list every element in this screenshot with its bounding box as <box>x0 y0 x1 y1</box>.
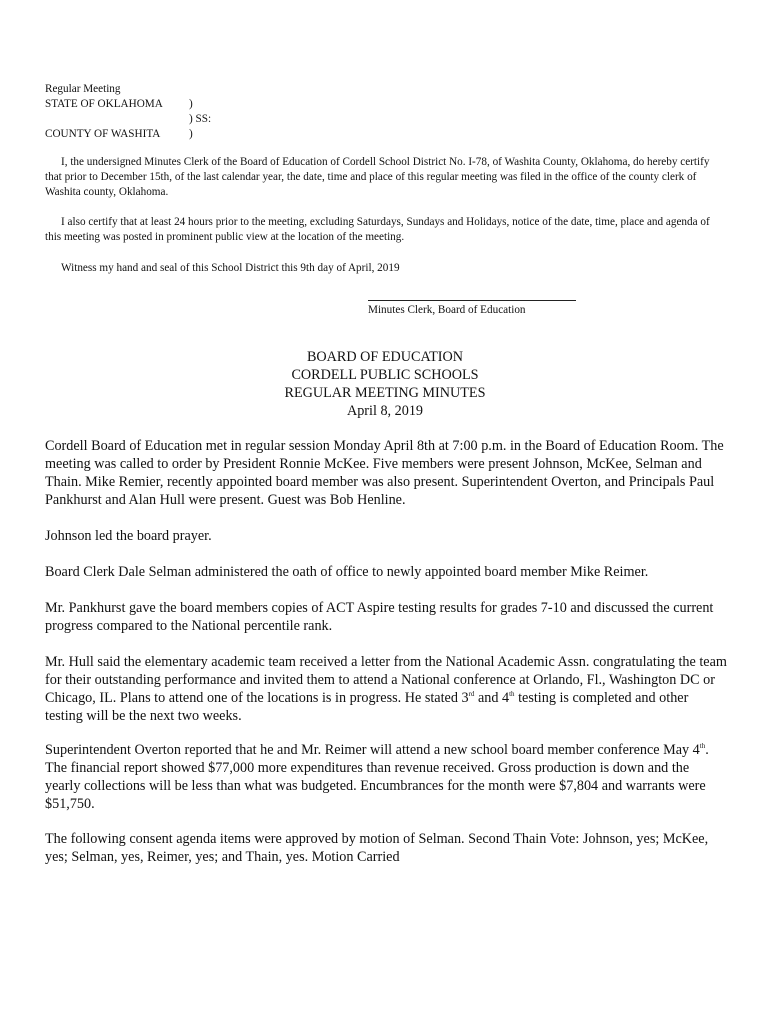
signature-block <box>368 290 576 318</box>
p6-text-a: Superintendent Overton reported that he and Mr. Reimer will attend a new school board member conference May 4 <box>45 742 700 758</box>
p5-sup-rd: rd <box>468 690 475 698</box>
superintendent-paragraph <box>45 741 727 813</box>
county-label: COUNTY OF WASHITA <box>45 128 161 140</box>
p5-text-c: testing is completed and other testing will be the next two weeks. <box>45 690 689 724</box>
p6-sup-th: th <box>699 742 706 750</box>
p5-sup-th: th <box>509 690 515 698</box>
p5-text-a: Mr. Hull said the elementary academic team received a letter from the National Academic Assn. congratulating the team for their outstanding performance and invited them to attend a National conference at Orlando, Fl., Washington DC or Chicago, IL. Plans to attend one of the locations is in progress. He stated 3 <box>45 654 727 706</box>
title-line-3: REGULAR MEETING MINUTES <box>284 385 486 401</box>
consent-agenda-paragraph: The following consent agenda items were approved by motion of Selman. Second Thain Vote: Johnson, yes; McKee, yes; Selman, yes, Reimer, yes; and Thain, yes. Motion Carried <box>45 831 709 865</box>
opening-paragraph: Cordell Board of Education met in regular session Monday April 8th at 7:00 p.m. in the Board of Education Room. The meeting was called to order by President Ronnie McKee. Five members were present Johnson, McKee, Selman and Thain. Mike Remier, recently appointed board member was also present. Superintendent Overton, and Principals Paul Pankhurst and Alan Hull were present. Guest was Bob Henline. <box>45 438 724 508</box>
minutes-title <box>0 348 770 420</box>
minutes-paragraph-5 <box>45 653 727 725</box>
minutes-paragraph-4 <box>45 599 727 635</box>
p5-text-b: and 4 <box>474 690 510 706</box>
meeting-header <box>45 82 345 142</box>
p6-text-b: . The financial report showed $77,000 more expenditures than revenue received. Gross production is down and the yearly collections will be less than what was budgeted. Encumbrances for the month were $7,804 and warrants were $51,750. <box>45 742 709 812</box>
prayer-paragraph: Johnson led the board prayer. <box>45 528 212 544</box>
minutes-paragraph-2 <box>45 527 727 545</box>
minutes-paragraph-3 <box>45 563 727 581</box>
minutes-paragraph-7 <box>45 830 727 866</box>
oath-paragraph: Board Clerk Dale Selman administered the oath of office to newly appointed board member Mike Reimer. <box>45 564 649 580</box>
certify-paragraph-2: I also certify that at least 24 hours prior to the meeting, excluding Saturdays, Sundays and Holidays, notice of the date, time, place and agenda of this meeting was posted in prominent public view at the location of the meeting. <box>45 216 710 243</box>
title-date: April 8, 2019 <box>346 403 424 419</box>
meeting-type: Regular Meeting <box>45 83 121 95</box>
signature-label: Minutes Clerk, Board of Education <box>368 304 526 316</box>
certify-paragraph-1: I, the undersigned Minutes Clerk of the Board of Education of Cordell School District No. I-78, of Washita County, Oklahoma, do hereby certify that prior to December 15th, of the last calendar year, the date, time and place of this regular meeting was filed in the office of the county clerk of Washita county, Oklahoma. <box>45 156 710 198</box>
minutes-paragraph-6 <box>45 741 727 813</box>
signature-line <box>368 290 576 301</box>
witness-statement: Witness my hand and seal of this School District this 9th day of April, 2019 <box>61 262 400 274</box>
state-label: STATE OF OKLAHOMA <box>45 98 163 110</box>
minutes-paragraph-1 <box>45 437 727 509</box>
ss-label: ) SS: <box>189 113 212 125</box>
state-paren: ) <box>189 98 193 110</box>
county-paren: ) <box>189 128 193 140</box>
title-line-1: BOARD OF EDUCATION <box>306 349 464 365</box>
academic-team-paragraph <box>45 653 727 725</box>
testing-paragraph: Mr. Pankhurst gave the board members copies of ACT Aspire testing results for grades 7-10 and discussed the current progress compared to the National percentile rank. <box>45 600 714 634</box>
title-line-2: CORDELL PUBLIC SCHOOLS <box>291 367 479 383</box>
